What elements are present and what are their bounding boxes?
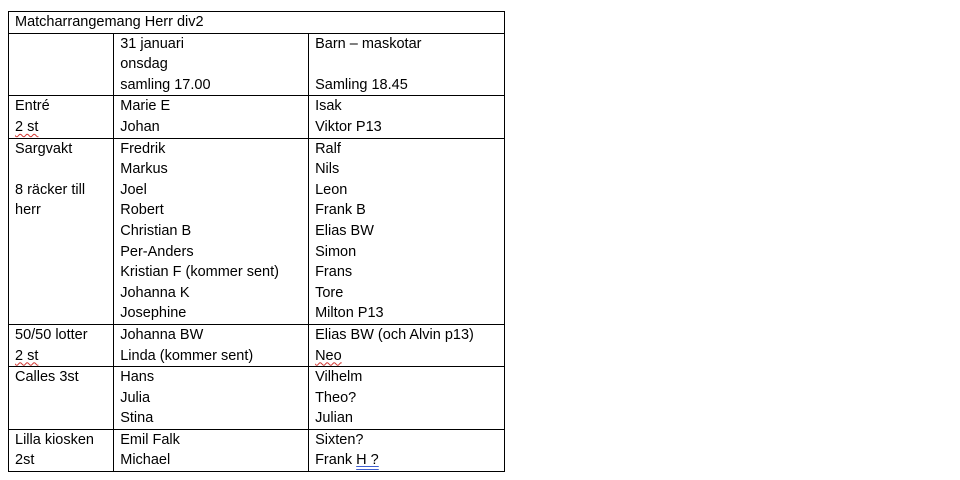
- grammar-flag: H ?: [356, 452, 379, 469]
- table-cell[interactable]: [309, 324, 505, 366]
- cell-text-line: [315, 54, 504, 75]
- table-cell[interactable]: [309, 96, 505, 138]
- table-cell[interactable]: [309, 429, 505, 471]
- cell-text-line: Kristian F (kommer sent): [120, 264, 279, 281]
- cell-text-line: Christian B: [120, 222, 192, 239]
- cell-text-line: Markus: [120, 161, 168, 178]
- table-cell[interactable]: [9, 96, 114, 138]
- cell-text-line: [15, 346, 113, 367]
- cell-text-line: Frank H ?: [315, 452, 379, 469]
- cell-text-line: Emil Falk: [120, 431, 180, 448]
- table-cell[interactable]: [9, 138, 114, 324]
- cell-text-line: Robert: [120, 202, 164, 219]
- spelling-flag: 2 st: [15, 347, 39, 364]
- cell-text-line: Entré: [15, 98, 50, 115]
- cell-text-line: 50/50 lotter: [15, 326, 88, 343]
- cell-text-line: 31 januari: [120, 35, 184, 52]
- table-title-row: [9, 12, 505, 34]
- cell-text-line: Hans: [120, 369, 155, 386]
- cell-text-line: samling 17.00: [120, 76, 211, 93]
- table-cell[interactable]: [9, 367, 114, 430]
- cell-text-line: Elias BW (och Alvin p13): [315, 326, 474, 343]
- spelling-flag: Neo: [315, 347, 342, 364]
- cell-text-line: Linda (kommer sent): [120, 347, 254, 364]
- cell-text-line: Calles 3st: [15, 369, 79, 386]
- cell-text-line: onsdag: [120, 56, 168, 73]
- table-cell[interactable]: [9, 33, 114, 96]
- cell-text-line: Vilhelm: [315, 369, 363, 386]
- cell-text-line: Theo?: [315, 389, 357, 406]
- cell-text-line: Elias BW: [315, 222, 374, 239]
- cell-text-line: Per-Anders: [120, 243, 194, 260]
- table-row-calles-row: [9, 367, 505, 430]
- cell-text-line: Ralf: [315, 140, 341, 157]
- cell-text-line: Johanna BW: [120, 326, 204, 343]
- table-cell[interactable]: [114, 33, 309, 96]
- cell-text-line: Julian: [315, 410, 353, 427]
- cell-text-line: Marie E: [120, 98, 171, 115]
- table-cell[interactable]: [114, 96, 309, 138]
- cell-text-line: Michael: [120, 452, 171, 469]
- cell-text-line: Johan: [120, 118, 160, 135]
- cell-text-line: [315, 346, 504, 367]
- table-row-header-row: [9, 33, 505, 96]
- cell-text-line: Nils: [315, 161, 340, 178]
- table-cell[interactable]: [309, 367, 505, 430]
- cell-text-line: Viktor P13: [315, 118, 382, 135]
- cell-text-line: Samling 18.45: [315, 76, 408, 93]
- cell-text-line: Simon: [315, 243, 357, 260]
- table-row-sargvakt-row: [9, 138, 505, 324]
- table-cell[interactable]: [114, 324, 309, 366]
- cell-text-line: [15, 159, 113, 180]
- table-cell[interactable]: [114, 429, 309, 471]
- cell-text-line: Lilla kiosken: [15, 431, 94, 448]
- cell-text-line: herr: [15, 202, 41, 219]
- cell-text-line: Frank B: [315, 202, 366, 219]
- table-cell[interactable]: [309, 138, 505, 324]
- table-cell[interactable]: [309, 33, 505, 96]
- cell-text-line: [15, 117, 113, 138]
- cell-text-line: 8 räcker till: [15, 181, 86, 198]
- table-title[interactable]: [9, 12, 505, 34]
- cell-text-line: [15, 34, 113, 55]
- cell-text-line: Joel: [120, 181, 147, 198]
- cell-text-line: Julia: [120, 389, 151, 406]
- spelling-flag: 2 st: [15, 118, 39, 135]
- cell-text-line: Barn – maskotar: [315, 35, 422, 52]
- table-title-text: Matcharrangemang Herr div2: [15, 14, 204, 30]
- cell-text-line: Milton P13: [315, 305, 384, 322]
- cell-text-line: Isak: [315, 98, 342, 115]
- cell-text-line: Sargvakt: [15, 140, 73, 157]
- cell-text-line: Leon: [315, 181, 348, 198]
- cell-text-line: Fredrik: [120, 140, 166, 157]
- cell-text-line: Frans: [315, 264, 353, 281]
- table-row-kiosk-row: [9, 429, 505, 471]
- cell-text-line: Johanna K: [120, 284, 190, 301]
- table-cell[interactable]: [9, 324, 114, 366]
- cell-text-line: Tore: [315, 284, 344, 301]
- cell-text-line: Sixten?: [315, 431, 364, 448]
- match-arrangement-table: [8, 11, 505, 472]
- table-cell[interactable]: [114, 138, 309, 324]
- table-cell[interactable]: [114, 367, 309, 430]
- table-row-entre-row: [9, 96, 505, 138]
- table-cell[interactable]: [9, 429, 114, 471]
- cell-text-line: Stina: [120, 410, 154, 427]
- table-row-lotter-row: [9, 324, 505, 366]
- cell-text-line: 2st: [15, 452, 35, 469]
- cell-text-line: Josephine: [120, 305, 187, 322]
